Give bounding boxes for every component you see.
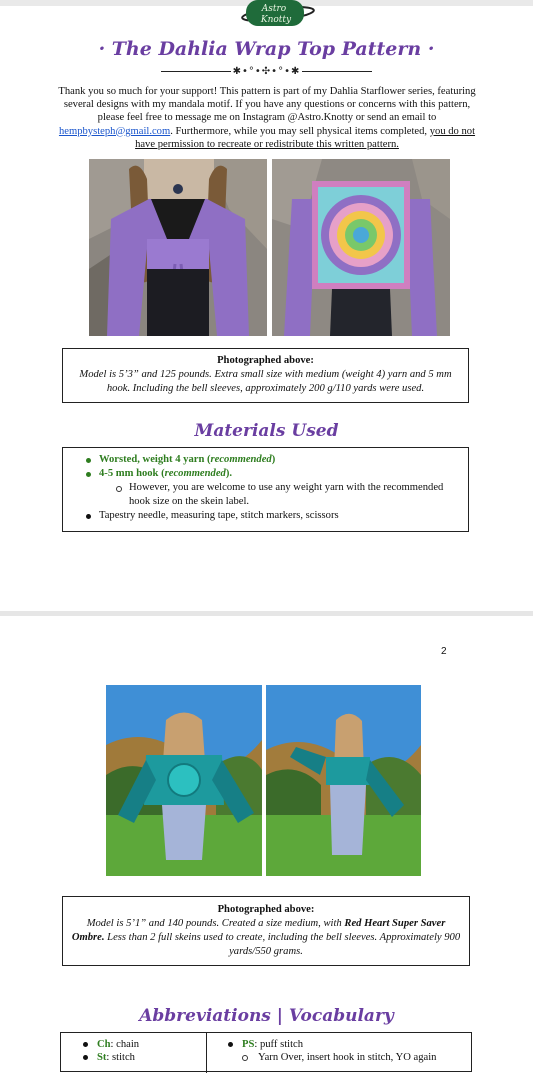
astro-knotty-logo [238, 0, 318, 28]
abbreviations-heading: Abbreviations | Vocabulary [139, 1006, 394, 1026]
copyright-notice: you do not have permission to recreate or redistribute this written pattern. [135, 125, 476, 150]
photo-back-teal-top-outdoor [106, 685, 262, 876]
page-title: · The Dahlia Wrap Top Pattern · [98, 38, 435, 60]
abbr-row: Ch: chain [81, 1038, 139, 1051]
svg-text:Knotty: Knotty [260, 15, 292, 25]
divider-ornament: ✱•°•✣•°•✱ [232, 66, 301, 77]
list-item: Worsted, weight 4 yarn (recommended) [63, 453, 468, 467]
email-link[interactable]: hempbysteph@gmail.com [58, 125, 171, 137]
photo-front-purple-top [89, 159, 267, 336]
title-divider [0, 66, 533, 77]
caption-heading: Photographed above: [217, 355, 314, 366]
caption-box-1 [62, 348, 469, 403]
photo-back-mandala-top [272, 159, 450, 336]
abbreviations-table [60, 1032, 472, 1072]
abbr-row: PS: puff stitch [226, 1038, 436, 1051]
abbr-subrow: Yarn Over, insert hook in stitch, YO again [226, 1051, 436, 1064]
abbr-row: St: stitch [81, 1051, 139, 1064]
materials-box [62, 447, 469, 532]
intro-paragraph: Thank you so much for your support! This pattern is part of my Dahlia Starflower series, featuring several designs with my mandala motif. If you have any questions or concerns with this pattern, please feel free to message me on Instagram @Astro.Knotty or send an email to hempbysteph@gmail.com. Furthermore, while you may sell physical items completed, you do not have permission to recreate or redistribute this written pattern. [58, 86, 476, 150]
page-break [0, 611, 533, 616]
caption-text-2: Model is 5’1” and 140 pounds. Created a size medium, with Red Heart Super Saver Ombre. Less than 2 full skeins used to create, including the bell sleeves. Approximately 900 yards/550 grams. [71, 918, 461, 957]
materials-heading: Materials Used [194, 421, 339, 441]
list-subitem: However, you are welcome to use any weight yarn with the recommended hook size on the skein label. [63, 481, 468, 509]
caption-box-2 [62, 896, 470, 966]
photo-front-teal-top-outdoor [266, 685, 421, 876]
caption-text: Model is 5’3” and 125 pounds. Extra small size with medium (weight 4) yarn and 5 mm hook. Including the bell sleeves, approximately 200 g/110 yards were used. [79, 369, 452, 394]
caption-heading-2: Photographed above: [217, 904, 315, 915]
svg-text:Astro: Astro [261, 4, 287, 14]
page-number: 2 [441, 646, 447, 657]
list-item: 4-5 mm hook (recommended). [63, 467, 468, 481]
list-item: Tapestry needle, measuring tape, stitch markers, scissors [63, 509, 468, 523]
